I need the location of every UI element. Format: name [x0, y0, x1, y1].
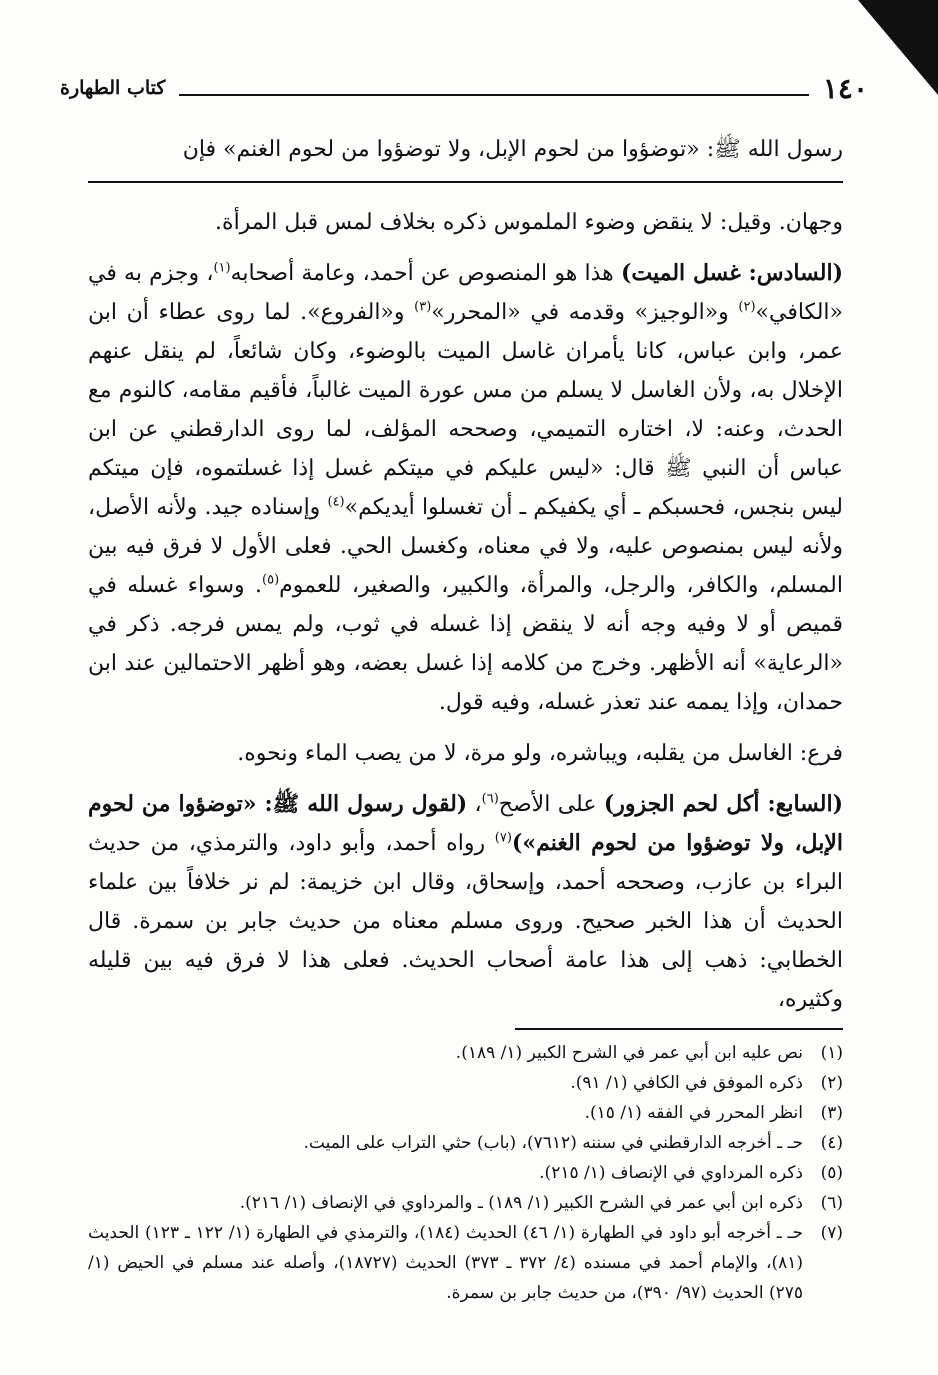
footnote-item: (٥) ذكره المرداوي في الإنصاف (١/ ٢١٥).: [539, 1163, 843, 1183]
footnote-ref-3[interactable]: (٣): [414, 299, 432, 315]
footnote-rule: [515, 1028, 843, 1030]
footnote-item: (٤) حـ ـ أخرجه الدارقطني في سننه (٧٦١٢)، (باب) حثي التراب على الميت.: [303, 1133, 843, 1153]
hadith-quote: (لقول رسول الله ﷺ: «توضؤوا من لحوم الإبل، ولا توضؤوا من لحوم الغنم»): [88, 791, 843, 856]
footnote-ref-7[interactable]: (٧): [494, 830, 512, 846]
paragraph-3: فرع: الغاسل من يقلبه، ويباشره، ولو مرة، لا من يصب الماء ونحوه.: [237, 741, 843, 766]
footnote-ref-1[interactable]: (١): [213, 260, 231, 276]
running-header: [60, 68, 868, 108]
footnote-item: (٢) ذكره الموفق في الكافي (١/ ٩١).: [570, 1073, 843, 1093]
carryover-rule: [88, 181, 843, 183]
paragraph-2: (السادس: غسل الميت) هذا هو المنصوص عن أحمد، وعامة أصحابه$^{(١)}$، وجزم به في «الكافي»$^{(٢)}$ و«الوجيز» وقدمه في «المحرر»$^{(٣)}$ و«الفروع». لما روى عطاء أن ابن عمر، وابن عباس، كانا يأمران غاسل الميت بالوضوء، وكان شائعاً، لم ينقل عنهم الإخلال به، ولأن الغاسل لا يسلم من مس عورة الميت غالباً، فأقيم مقامه، كالنوم مع الحدث، وعنه: لا، اختاره التميمي، وصححه المؤلف، لما روى الدارقطني عن ابن عباس أن النبي ﷺ قال: «ليس عليكم في ميتكم غسل إذا غسلتموه، فإن ميتكم ليس بنجس، فحسبكم ـ أي يكفيكم ـ أن تغسلوا أيديكم»$^{(٤)}$ وإسناده جيد. ولأنه الأصل، ولأنه ليس بمنصوص عليه، ولا في معناه، وكغسل الحي. فعلى الأول لا فرق فيه بين المسلم، والكافر، والرجل، والمرأة، والكبير، والصغير، للعموم$^{(٥)}$. وسواء غسله في قميص أو لا وفيه وجه أنه لا ينقض إذا غسله في ثوب، ولم يمس فرجه. ذكر في «الرعاية» أنه الأظهر. وخرج من كلامه إذا غسل بعضه، وهو أظهر الاحتمالين عند ابن حمدان، وإذا يممه عند تعذر غسله، وفيه قول.: [88, 260, 843, 715]
footnote-item: (٦) ذكره ابن أبي عمر في الشرح الكبير (١/ ١٨٩) ـ والمرداوي في الإنصاف (١/ ٢١٦).: [239, 1193, 843, 1213]
footnote-ref-6[interactable]: (٦): [481, 791, 499, 807]
footnote-ref-4[interactable]: (٤): [327, 494, 345, 510]
carryover-text: رسول الله ﷺ: «توضؤوا من لحوم الإبل، ولا توضؤوا من لحوم الغنم» فإن: [182, 137, 843, 162]
corner-fold: [858, 0, 938, 95]
header-rule: [179, 94, 808, 96]
footnote-item: (١) نص عليه ابن أبي عمر في الشرح الكبير (١/ ١٨٩).: [455, 1043, 843, 1063]
page-number: ١٤٠: [822, 71, 868, 105]
footnote-ref-5[interactable]: (٥): [262, 572, 280, 588]
paragraph-1: وجهان. وقيل: لا ينقض وضوء الملموس ذكره بخلاف لمس قبل المرأة.: [215, 210, 843, 235]
section-heading-7: (السابع: أكل لحم الجزور): [603, 791, 843, 817]
footnote-ref-2[interactable]: (٢): [738, 299, 756, 315]
footnotes: [88, 1038, 843, 1308]
section-heading-6: (السادس: غسل الميت): [620, 260, 843, 286]
paragraph-4: (السابع: أكل لحم الجزور) على الأصح$^{(٦)}$، (لقول رسول الله ﷺ: «توضؤوا من لحوم الإبل، ولا توضؤوا من لحوم الغنم»)$^{(٧)}$ رواه أحمد، وأبو داود، والترمذي، من حديث البراء بن عازب، وصححه أحمد، وإسحاق، وقال ابن خزيمة: لم نر خلافاً بين علماء الحديث أن هذا الخبر صحيح. وروى مسلم معناه من حديث جابر بن سمرة. قال الخطابي: ذهب إلى هذا عامة أصحاب الحديث. فعلى هذا لا فرق فيه بين قليله وكثيره،: [88, 791, 843, 1012]
book-title: كتاب الطهارة: [60, 77, 166, 99]
footnote-item: (٧) حـ ـ أخرجه أبو داود في الطهارة (١/ ٤٦) الحديث (١٨٤)، والترمذي في الطهارة (١/ ١٢٢ ـ ١٢٣) الحديث (٨١)، والإمام أحمد في مسنده (٤/ ٣٧٢ ـ ٣٧٣) الحديث (١٨٧٢٧)، وأصله عند مسلم في الحيض (١/ ٢٧٥) الحديث (٩٧/ ٣٩٠)، من حديث جابر بن سمرة.: [88, 1223, 843, 1303]
footnote-item: (٣) انظر المحرر في الفقه (١/ ١٥).: [584, 1103, 843, 1123]
main-text: [88, 203, 843, 1031]
carryover-line: [88, 128, 843, 172]
